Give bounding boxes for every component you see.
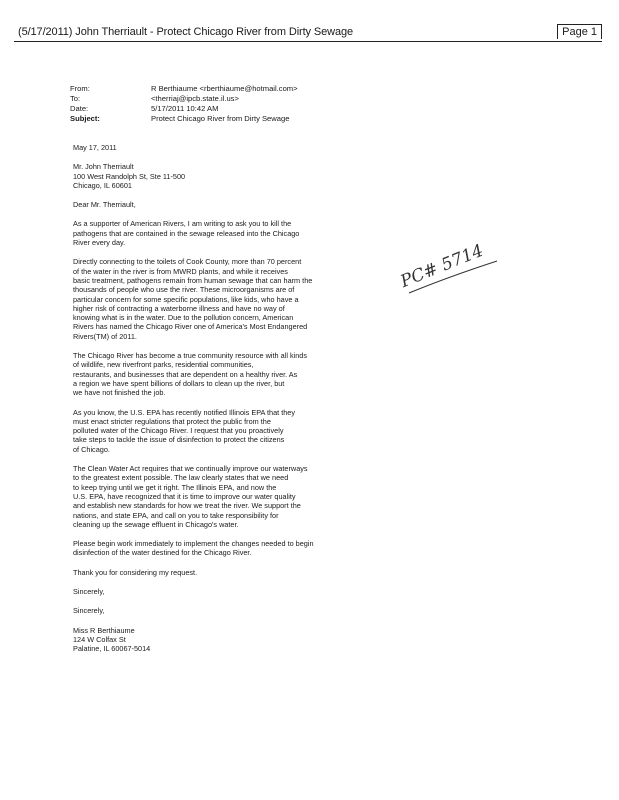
subject-row [70, 114, 298, 124]
paragraph-line: basic treatment, pathogens remain from human sewage that can harm the [73, 275, 313, 285]
paragraph-line: knowing what is in the water. Due to the pollution concern, American [73, 313, 294, 323]
paragraph-line: Directly connecting to the toilets of Cook County, more than 70 percent [73, 257, 302, 267]
paragraph-line: River every day. [73, 238, 126, 248]
paragraph-line: polluted water of the Chicago River. I request that you proactively [73, 426, 284, 436]
subject-label: Subject: [70, 114, 100, 123]
paragraph-line: must enact stricter regulations that protect the public from the [73, 416, 271, 426]
page-number: Page 1 [557, 24, 602, 39]
letter-body [73, 143, 365, 663]
document-header [14, 24, 602, 42]
date-value: 5/17/2011 10:42 AM [151, 104, 219, 113]
letter-date: May 17, 2011 [73, 143, 117, 152]
paragraph-line: disinfection of the water destined for the Chicago River. [73, 548, 252, 558]
paragraph-line: to the greatest extent possible. The law clearly states that we need [73, 473, 289, 483]
signer-city: Palatine, IL 60067-5014 [73, 644, 151, 654]
paragraph-line: The Chicago River has become a true community resource with all kinds [73, 351, 308, 361]
paragraph-line: nations, and state EPA, and call on you to take responsibility for [73, 510, 279, 520]
header-title: (5/17/2011) John Therriault - Protect Chicago River from Dirty Sewage [18, 26, 354, 38]
address-line: Mr. John Therriault [73, 162, 134, 172]
paragraph-line: The Clean Water Act requires that we continually improve our waterways [73, 464, 308, 474]
paragraph-line: U.S. EPA, have recognized that it is time to improve our water quality [73, 491, 296, 501]
to-value: <therriaj@ipcb.state.il.us> [151, 94, 239, 103]
paragraph-5 [73, 464, 365, 529]
subject-value: Protect Chicago River from Dirty Sewage [151, 114, 290, 123]
from-value: R Berthiaume <rberthiaume@hotmail.com> [151, 84, 298, 93]
paragraph-line: restaurants, and businesses that are dependent on a healthy river. As [73, 369, 298, 379]
paragraph-line: to keep trying until we get it right. The Illinois EPA, and now the [73, 482, 277, 492]
paragraph-2 [73, 257, 365, 341]
to-row [70, 94, 298, 104]
from-label: From: [70, 84, 90, 93]
address-line: Chicago, IL 60601 [73, 180, 132, 190]
paragraph-line: a region we have spent billions of dollars to clean up the river, but [73, 378, 285, 388]
paragraph-line: pathogens that are contained in the sewage released into the Chicago [73, 228, 300, 238]
paragraph-line: we have not finished the job. [73, 388, 166, 398]
paragraph-4 [73, 408, 365, 454]
salutation: Dear Mr. Therriault, [73, 200, 136, 210]
paragraph-line: As you know, the U.S. EPA has recently notified Illinois EPA that they [73, 407, 295, 417]
paragraph-1 [73, 219, 365, 247]
closing-2: Sincerely, [73, 606, 105, 616]
paragraph-line: of wildlife, new riverfront parks, residential communities, [73, 360, 254, 370]
paragraph-line: As a supporter of American Rivers, I am writing to ask you to kill the [73, 219, 292, 229]
paragraph-3 [73, 351, 365, 397]
email-metadata [70, 84, 298, 124]
paragraph-line: of the water in the river is from MWRD plants, and while it receives [73, 266, 288, 276]
paragraph-line: Rivers(TM) of 2011. [73, 331, 137, 341]
handwritten-pc-annotation [393, 235, 503, 295]
signer-street: 124 W Colfax St [73, 634, 126, 644]
header-rule [14, 41, 602, 42]
signer-name: Miss R Berthiaume [73, 625, 135, 635]
recipient-address [73, 162, 365, 190]
paragraph-line: of Chicago. [73, 444, 110, 454]
paragraph-line: Thank you for considering my request. [73, 567, 198, 577]
paragraph-line: Rivers has named the Chicago River one of America's Most Endangered [73, 322, 308, 332]
paragraph-line: Please begin work immediately to implement the changes needed to begin [73, 539, 314, 549]
paragraph-line: cleaning up the sewage effluent in Chicago's water. [73, 519, 239, 529]
from-row [70, 84, 298, 94]
paragraph-line: particular concern for some specific populations, like kids, who have a [73, 294, 299, 304]
paragraph-7 [73, 568, 365, 577]
paragraph-line: thousands of people who use the river. These microorganisms are of [73, 285, 295, 295]
handwritten-pc-number: PC# 5714 [397, 240, 487, 293]
closing-1: Sincerely, [73, 586, 105, 596]
paragraph-line: take steps to tackle the issue of disinfection to protect the citizens [73, 435, 285, 445]
date-label: Date: [70, 104, 89, 113]
paragraph-line: higher risk of contracting a waterborne illness and have no way of [73, 303, 285, 313]
paragraph-6 [73, 539, 365, 558]
date-row [70, 104, 298, 114]
signer-block [73, 626, 365, 654]
address-line: 100 West Randolph St, Ste 11-500 [73, 171, 186, 181]
paragraph-line: and establish new standards for how we treat the river. We support the [73, 501, 301, 511]
to-label: To: [70, 94, 81, 103]
